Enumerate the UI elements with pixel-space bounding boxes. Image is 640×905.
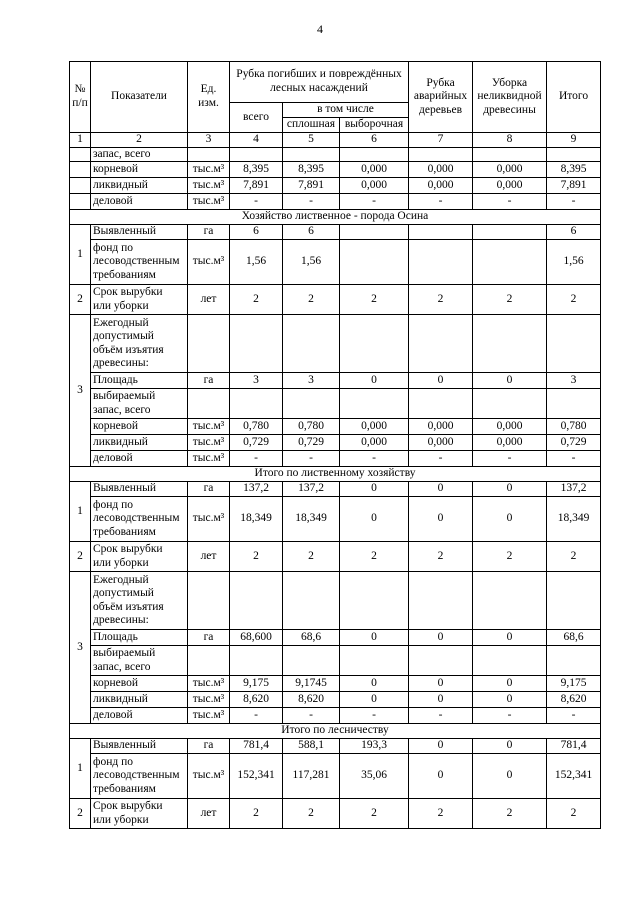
value-cell	[473, 225, 547, 240]
unit-cell: тыс.м³	[188, 419, 230, 435]
value-cell: 8,395	[230, 162, 283, 178]
value-cell: 2	[409, 799, 473, 829]
indicator-label-line: Выявленный	[93, 482, 156, 495]
value-cell: 2	[340, 542, 409, 572]
value-cell: 0	[473, 692, 547, 708]
value-cell: 0	[409, 676, 473, 692]
col-number: 8	[473, 133, 547, 148]
indicator-label-line: Выявленный	[93, 225, 156, 238]
indicator-label-line: фонд по	[93, 755, 133, 768]
table-row	[70, 692, 601, 708]
value-cell: 6	[283, 225, 340, 240]
value-cell: -	[230, 708, 283, 724]
value-cell: 6	[547, 225, 601, 240]
value-cell: 18,349	[230, 497, 283, 542]
table-row	[70, 572, 601, 630]
num-cell	[70, 178, 91, 194]
header-emergency: Рубка аварийных деревьев	[409, 62, 473, 133]
empty-cell	[409, 646, 473, 676]
value-cell: 0	[473, 739, 547, 754]
table-row	[70, 646, 601, 676]
value-cell: -	[283, 708, 340, 724]
table-row	[70, 482, 601, 497]
value-cell: 152,341	[230, 754, 283, 799]
indicator-label-line: запас, всего	[93, 660, 151, 673]
value-cell: 0	[473, 754, 547, 799]
indicator-label	[91, 482, 188, 497]
indicator-label: корневой	[91, 676, 188, 692]
value-cell: 68,6	[283, 630, 340, 646]
table-row	[70, 724, 601, 739]
value-cell: 2	[283, 285, 340, 315]
empty-cell	[409, 572, 473, 630]
value-cell: -	[283, 451, 340, 467]
indicator-label	[91, 240, 188, 285]
empty-cell	[473, 572, 547, 630]
indicator-label-line: фонд по	[93, 241, 133, 254]
unit-cell: тыс.м³	[188, 692, 230, 708]
indicator-label-line: требованиям	[93, 268, 156, 281]
indicator-label	[91, 739, 188, 754]
header-itogo: Итого	[547, 62, 601, 133]
indicator-label-line: требованиям	[93, 525, 156, 538]
num-cell: 3	[70, 315, 91, 467]
table-row	[70, 739, 601, 754]
value-cell: 2	[547, 799, 601, 829]
empty-cell	[473, 147, 547, 162]
indicator-label	[91, 572, 188, 630]
unit-cell: тыс.м³	[188, 435, 230, 451]
indicator-label	[91, 497, 188, 542]
section-title: Итого по лиственному хозяйству	[70, 467, 601, 482]
value-cell: 2	[283, 799, 340, 829]
empty-cell	[230, 572, 283, 630]
table-row	[70, 754, 601, 799]
indicator-label: ликвидный	[91, 178, 188, 194]
col-number: 2	[91, 133, 188, 148]
indicator-label: ликвидный	[91, 692, 188, 708]
unit-cell: тыс.м³	[188, 451, 230, 467]
value-cell	[340, 240, 409, 285]
indicator-label-line: выбираемый	[93, 390, 156, 403]
value-cell	[473, 240, 547, 285]
indicator-label-line: запас, всего	[93, 403, 151, 416]
empty-cell	[283, 389, 340, 419]
column-number-row	[70, 133, 601, 148]
indicator-label-line: требованиям	[93, 782, 156, 795]
value-cell: 588,1	[283, 739, 340, 754]
table-row	[70, 799, 601, 829]
value-cell: -	[409, 194, 473, 210]
table-row	[70, 676, 601, 692]
num-cell: 2	[70, 285, 91, 315]
section-title: Хозяйство лиственное - порода Осина	[70, 210, 601, 225]
indicator-label-line: объём изъятия	[93, 600, 164, 613]
empty-cell	[473, 646, 547, 676]
indicator-label	[91, 389, 188, 419]
value-cell: 0	[473, 373, 547, 389]
value-cell: 0	[340, 630, 409, 646]
unit-cell: тыс.м³	[188, 178, 230, 194]
value-cell: 2	[473, 285, 547, 315]
indicator-label	[91, 754, 188, 799]
value-cell	[409, 225, 473, 240]
value-cell: 0,000	[409, 162, 473, 178]
indicator-label	[91, 646, 188, 676]
col-number: 5	[283, 133, 340, 148]
value-cell: 6	[230, 225, 283, 240]
table-row	[70, 210, 601, 225]
unit-cell: га	[188, 373, 230, 389]
value-cell: 9,175	[547, 676, 601, 692]
value-cell: -	[230, 451, 283, 467]
col-number: 7	[409, 133, 473, 148]
empty-cell	[230, 315, 283, 373]
value-cell: 18,349	[283, 497, 340, 542]
num-cell: 3	[70, 572, 91, 724]
value-cell: 2	[230, 542, 283, 572]
table-row	[70, 451, 601, 467]
indicator-label-line: древесины:	[93, 614, 149, 627]
empty-cell	[409, 389, 473, 419]
value-cell: -	[547, 708, 601, 724]
header-clear: сплошная	[283, 118, 340, 133]
value-cell: 0,000	[473, 435, 547, 451]
value-cell: 68,600	[230, 630, 283, 646]
value-cell: 2	[340, 285, 409, 315]
value-cell: 0,000	[473, 178, 547, 194]
value-cell: 2	[230, 285, 283, 315]
indicator-label	[91, 542, 188, 572]
value-cell: 7,891	[283, 178, 340, 194]
value-cell: -	[409, 451, 473, 467]
indicator-label: деловой	[91, 194, 188, 210]
indicator-label-line: Срок вырубки	[93, 543, 163, 556]
value-cell: 0	[473, 482, 547, 497]
col-number: 4	[230, 133, 283, 148]
header-including: в том числе	[283, 103, 409, 118]
empty-cell	[473, 315, 547, 373]
header-total: всего	[230, 103, 283, 133]
indicator-label: запас, всего	[91, 147, 188, 162]
indicator-label-line: Выявленный	[93, 739, 156, 752]
value-cell: 2	[409, 285, 473, 315]
empty-cell	[409, 147, 473, 162]
empty-cell	[473, 389, 547, 419]
indicator-label-line: выбираемый	[93, 647, 156, 660]
unit-cell: лет	[188, 285, 230, 315]
value-cell: 3	[283, 373, 340, 389]
value-cell: 8,620	[547, 692, 601, 708]
value-cell: 781,4	[547, 739, 601, 754]
empty-cell	[547, 572, 601, 630]
unit-cell: тыс.м³	[188, 194, 230, 210]
value-cell: 0,000	[409, 419, 473, 435]
empty-cell	[547, 646, 601, 676]
col-number: 6	[340, 133, 409, 148]
value-cell: -	[547, 451, 601, 467]
indicator-label	[91, 225, 188, 240]
table-row	[70, 147, 601, 162]
num-cell	[70, 194, 91, 210]
value-cell: 2	[340, 799, 409, 829]
value-cell: 0,780	[230, 419, 283, 435]
table-row	[70, 373, 601, 389]
value-cell: 35,06	[340, 754, 409, 799]
unit-cell: га	[188, 482, 230, 497]
table-row	[70, 225, 601, 240]
value-cell: 152,341	[547, 754, 601, 799]
value-cell: 0	[409, 373, 473, 389]
value-cell: 3	[547, 373, 601, 389]
value-cell: 137,2	[283, 482, 340, 497]
indicator-label-line: лесоводственным	[93, 769, 180, 782]
indicator-label: деловой	[91, 708, 188, 724]
empty-cell	[340, 147, 409, 162]
forest-felling-table	[69, 61, 601, 829]
value-cell: 68,6	[547, 630, 601, 646]
indicator-label	[91, 285, 188, 315]
table-row	[70, 708, 601, 724]
unit-cell: тыс.м³	[188, 708, 230, 724]
value-cell: 7,891	[230, 178, 283, 194]
value-cell: 0,000	[340, 162, 409, 178]
header-selective: выборочная	[340, 118, 409, 133]
empty-cell	[547, 389, 601, 419]
value-cell: 2	[547, 285, 601, 315]
value-cell: 0,000	[340, 178, 409, 194]
num-cell: 2	[70, 799, 91, 829]
indicator-label-line: объём изъятия	[93, 343, 164, 356]
empty-cell	[230, 646, 283, 676]
value-cell: 0	[473, 676, 547, 692]
value-cell: 8,395	[547, 162, 601, 178]
table-row	[70, 389, 601, 419]
value-cell: 0	[340, 482, 409, 497]
value-cell: 0	[340, 692, 409, 708]
value-cell: 0	[340, 676, 409, 692]
empty-cell	[188, 389, 230, 419]
indicator-label: деловой	[91, 451, 188, 467]
indicator-label-line: или уборки	[93, 556, 149, 569]
indicator-label-line: допустимый	[93, 330, 154, 343]
value-cell: 2	[409, 542, 473, 572]
value-cell: 117,281	[283, 754, 340, 799]
unit-cell: лет	[188, 542, 230, 572]
empty-cell	[283, 315, 340, 373]
empty-cell	[188, 147, 230, 162]
value-cell: 7,891	[547, 178, 601, 194]
num-cell: 1	[70, 482, 91, 542]
header-num: № п/п	[70, 62, 91, 133]
indicator-label-line: лесоводственным	[93, 255, 180, 268]
value-cell: 2	[547, 542, 601, 572]
header-illiquid: Уборка неликвидной древесины	[473, 62, 547, 133]
unit-cell: га	[188, 739, 230, 754]
table-row	[70, 194, 601, 210]
value-cell: 18,349	[547, 497, 601, 542]
empty-cell	[283, 572, 340, 630]
indicator-label-line: Срок вырубки	[93, 800, 163, 813]
value-cell: 8,395	[283, 162, 340, 178]
indicator-label: Площадь	[91, 630, 188, 646]
value-cell: 781,4	[230, 739, 283, 754]
page-number: 4	[317, 22, 323, 36]
header-dead-felling: Рубка погибших и повреждённых лесных насаждений	[230, 62, 409, 103]
unit-cell: тыс.м³	[188, 497, 230, 542]
table-row	[70, 630, 601, 646]
col-number: 9	[547, 133, 601, 148]
indicator-label-line: Ежегодный	[93, 573, 149, 586]
table-row	[70, 178, 601, 194]
value-cell: -	[340, 194, 409, 210]
indicator-label-line: или уборки	[93, 813, 149, 826]
table-row	[70, 285, 601, 315]
unit-cell: тыс.м³	[188, 162, 230, 178]
value-cell: -	[283, 194, 340, 210]
empty-cell	[188, 646, 230, 676]
value-cell: 8,620	[283, 692, 340, 708]
table-row	[70, 315, 601, 373]
table-row	[70, 435, 601, 451]
value-cell: 2	[473, 542, 547, 572]
empty-cell	[340, 572, 409, 630]
indicator-label-line: лесоводственным	[93, 512, 180, 525]
table-row	[70, 467, 601, 482]
empty-cell	[340, 646, 409, 676]
value-cell	[409, 240, 473, 285]
value-cell: 2	[283, 542, 340, 572]
table-row	[70, 162, 601, 178]
num-cell	[70, 147, 91, 162]
value-cell: 0	[409, 739, 473, 754]
value-cell	[340, 225, 409, 240]
value-cell: 0,729	[283, 435, 340, 451]
value-cell: 0,000	[473, 419, 547, 435]
unit-cell: тыс.м³	[188, 240, 230, 285]
table-row	[70, 497, 601, 542]
indicator-label-line: допустимый	[93, 587, 154, 600]
value-cell: 0	[409, 482, 473, 497]
value-cell: 0,780	[547, 419, 601, 435]
value-cell: 8,620	[230, 692, 283, 708]
value-cell: 0,729	[230, 435, 283, 451]
empty-cell	[340, 315, 409, 373]
unit-cell: лет	[188, 799, 230, 829]
value-cell: -	[473, 194, 547, 210]
value-cell: 0	[340, 497, 409, 542]
indicator-label: корневой	[91, 162, 188, 178]
unit-cell: га	[188, 630, 230, 646]
value-cell: -	[230, 194, 283, 210]
empty-cell	[283, 147, 340, 162]
indicator-label-line: или уборки	[93, 299, 149, 312]
col-number: 3	[188, 133, 230, 148]
header-unit: Ед. изм.	[188, 62, 230, 133]
value-cell: 0	[409, 630, 473, 646]
empty-cell	[409, 315, 473, 373]
indicator-label: ликвидный	[91, 435, 188, 451]
value-cell: 0	[473, 497, 547, 542]
table-row	[70, 419, 601, 435]
value-cell: -	[409, 708, 473, 724]
value-cell: -	[547, 194, 601, 210]
col-number: 1	[70, 133, 91, 148]
value-cell: 193,3	[340, 739, 409, 754]
value-cell: 0	[409, 692, 473, 708]
value-cell: -	[473, 451, 547, 467]
value-cell: -	[340, 708, 409, 724]
value-cell: -	[473, 708, 547, 724]
unit-cell: га	[188, 225, 230, 240]
unit-cell: тыс.м³	[188, 676, 230, 692]
table-row	[70, 240, 601, 285]
value-cell: 0,780	[283, 419, 340, 435]
indicator-label-line: Ежегодный	[93, 316, 149, 329]
value-cell: -	[340, 451, 409, 467]
indicator-label: Площадь	[91, 373, 188, 389]
empty-cell	[547, 315, 601, 373]
value-cell: 3	[230, 373, 283, 389]
empty-cell	[230, 389, 283, 419]
value-cell: 137,2	[547, 482, 601, 497]
indicator-label	[91, 315, 188, 373]
value-cell: 0,000	[340, 435, 409, 451]
unit-cell: тыс.м³	[188, 754, 230, 799]
value-cell: 1,56	[547, 240, 601, 285]
empty-cell	[188, 572, 230, 630]
num-cell: 1	[70, 739, 91, 799]
value-cell: 0,729	[547, 435, 601, 451]
empty-cell	[340, 389, 409, 419]
indicator-label-line: древесины:	[93, 357, 149, 370]
section-title: Итого по лесничеству	[70, 724, 601, 739]
empty-cell	[283, 646, 340, 676]
value-cell: 2	[473, 799, 547, 829]
value-cell: 137,2	[230, 482, 283, 497]
header-indicators: Показатели	[91, 62, 188, 133]
value-cell: 9,175	[230, 676, 283, 692]
value-cell: 0,000	[409, 178, 473, 194]
value-cell: 0	[340, 373, 409, 389]
value-cell: 9,1745	[283, 676, 340, 692]
num-cell: 2	[70, 542, 91, 572]
empty-cell	[188, 315, 230, 373]
empty-cell	[230, 147, 283, 162]
value-cell: 0,000	[409, 435, 473, 451]
value-cell: 0,000	[340, 419, 409, 435]
value-cell: 0	[473, 630, 547, 646]
value-cell: 0	[409, 497, 473, 542]
value-cell: 1,56	[230, 240, 283, 285]
value-cell: 2	[230, 799, 283, 829]
empty-cell	[547, 147, 601, 162]
num-cell: 1	[70, 225, 91, 285]
value-cell: 0	[409, 754, 473, 799]
indicator-label: корневой	[91, 419, 188, 435]
indicator-label	[91, 799, 188, 829]
value-cell: 1,56	[283, 240, 340, 285]
indicator-label-line: Срок вырубки	[93, 286, 163, 299]
num-cell	[70, 162, 91, 178]
indicator-label-line: фонд по	[93, 498, 133, 511]
table-row	[70, 542, 601, 572]
value-cell: 0,000	[473, 162, 547, 178]
